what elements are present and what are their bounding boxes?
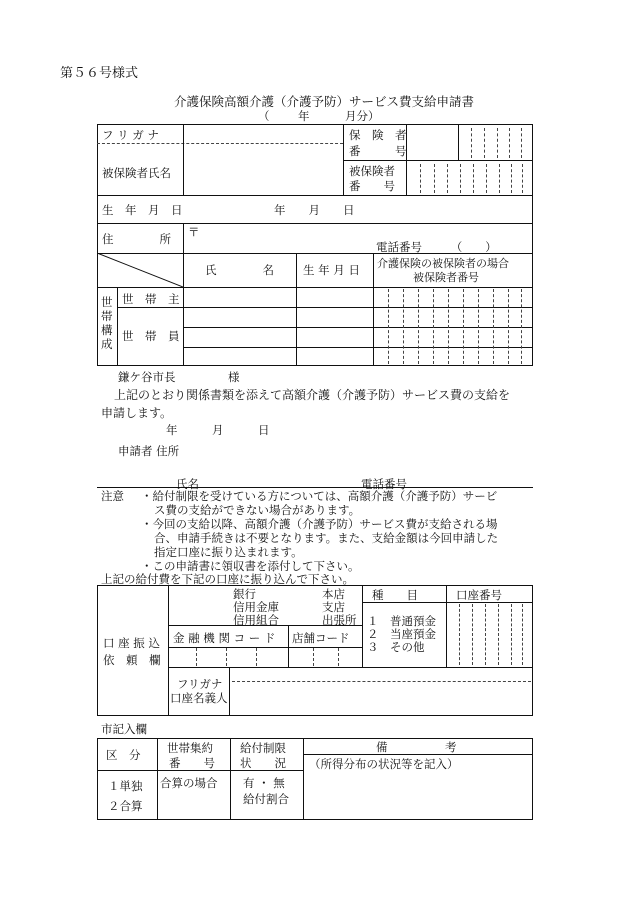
branch-type-main: 本店 [322,587,345,601]
declaration-body-2: 申請します。 [101,406,173,420]
declaration-date: 年 月 日 [166,423,270,437]
period-month: 月分） [345,109,380,123]
label-insurer-no-2: 番 号 [349,144,407,158]
household-birth-header: 生 年 月 日 [303,263,360,277]
label-birth: 生 年 月 日 [102,203,183,217]
period-open: （ [258,109,270,123]
note-3: ・この申請書に領収書を添付して下さい。 [141,559,360,573]
kind-current: ２ 当座預金 [367,627,436,641]
city-kubun: 区 分 [106,748,141,762]
branch-code-label: 店舗コード [292,631,350,645]
bank-label-2: 依 頼 欄 [103,653,161,667]
declaration-body-1: 上記のとおり関係書類を添えて高額介護（介護予防）サービス費の支給を [114,388,511,402]
branch-type-branch: 支店 [322,600,345,614]
note-1b: ス費の支給ができない場合があります。 [154,503,361,517]
label-furigana: フ リ ガ ナ [102,128,159,142]
household-member-label: 世 帯 員 [122,329,180,343]
kind-other: ３ その他 [367,640,425,654]
bank-type-kumiai: 信用組合 [233,613,279,627]
city-group-1: 世帯集約 [167,741,213,755]
city-opt-combined: ２合算 [108,799,143,813]
birth-value: 年 月 日 [274,203,355,217]
bank-table [97,585,533,716]
postal-mark: 〒 [188,225,200,239]
city-group-2: 番 号 [169,756,215,770]
household-head-label: 世 帯 主 [122,292,180,306]
bank-type-bank: 銀行 [233,587,256,601]
account-header: 口座番号 [456,588,502,602]
city-ratio: 給付割合 [243,792,289,806]
kind-ordinary: １ 普通預金 [367,614,436,628]
institution-code-label: 金 融 機 関 コ ー ド [173,631,276,645]
holder-furigana-label: フリガナ [177,677,223,691]
city-opt-single: １単独 [108,779,143,793]
form-title: 介護保険高額介護（介護予防）サービス費支給申請書 [174,94,475,109]
label-insured-no-1: 被保険者 [349,164,395,178]
applicant-address-label: 申請者 住所 [118,444,180,458]
household-ins-header-1: 介護保険の被保険者の場合 [377,257,509,270]
phone-label: 電話番号 （ ） [376,240,497,254]
city-combined-case: 合算の場合 [160,776,218,790]
label-insured-name: 被保険者氏名 [102,166,171,180]
city-remarks-sub: （所得分布の状況等を記入） [309,757,459,771]
diagonal-cell [97,253,183,287]
city-remarks: 備 考 [376,740,457,754]
mayor: 鎌ケ谷市長 [118,370,176,384]
city-limit-2: 状 況 [240,756,286,770]
branch-type-sub: 出張所 [322,613,357,627]
bank-label-1: 口 座 振 込 [103,636,160,650]
bank-intro: 上記の給付費を下記の口座に振り込んで下さい。 [101,572,354,586]
household-side-label: 世 帯 構 成 [101,295,113,351]
label-insurer-no-1: 保 険 者 [349,128,407,142]
period-year: 年 [298,109,310,123]
notes-label: 注意 [101,489,124,503]
note-2c: 指定口座に振り込まれます。 [154,545,303,559]
city-yes-no: 有 ・ 無 [243,776,285,790]
applicant-phone-label: 電話番号 [361,477,407,491]
city-section-label: 市記入欄 [101,722,147,736]
household-ins-header-2: 被保険者番号 [413,271,479,284]
kind-header: 種 目 [372,588,418,602]
household-name-header: 氏 名 [205,263,274,277]
mayor-honorific: 様 [228,370,240,384]
applicant-name-label: 氏名 [176,477,199,491]
bank-type-shinkin: 信用金庫 [233,600,279,614]
note-2a: ・今回の支給以降、高額介護（介護予防）サービス費が支給される場 [141,517,498,531]
label-insured-no-2: 番 号 [349,179,395,193]
label-address: 住 所 [102,232,171,246]
form-number: 第５６号様式 [60,66,139,81]
city-limit-1: 給付制限 [240,741,286,755]
holder-label: 口座名義人 [170,691,228,705]
note-2b: 合、申請手続きは不要となります。また、支給金額は今回申請した [154,531,499,545]
note-1a: ・給付制限を受けている方については、高額介護（介護予防）サービ [141,489,498,503]
